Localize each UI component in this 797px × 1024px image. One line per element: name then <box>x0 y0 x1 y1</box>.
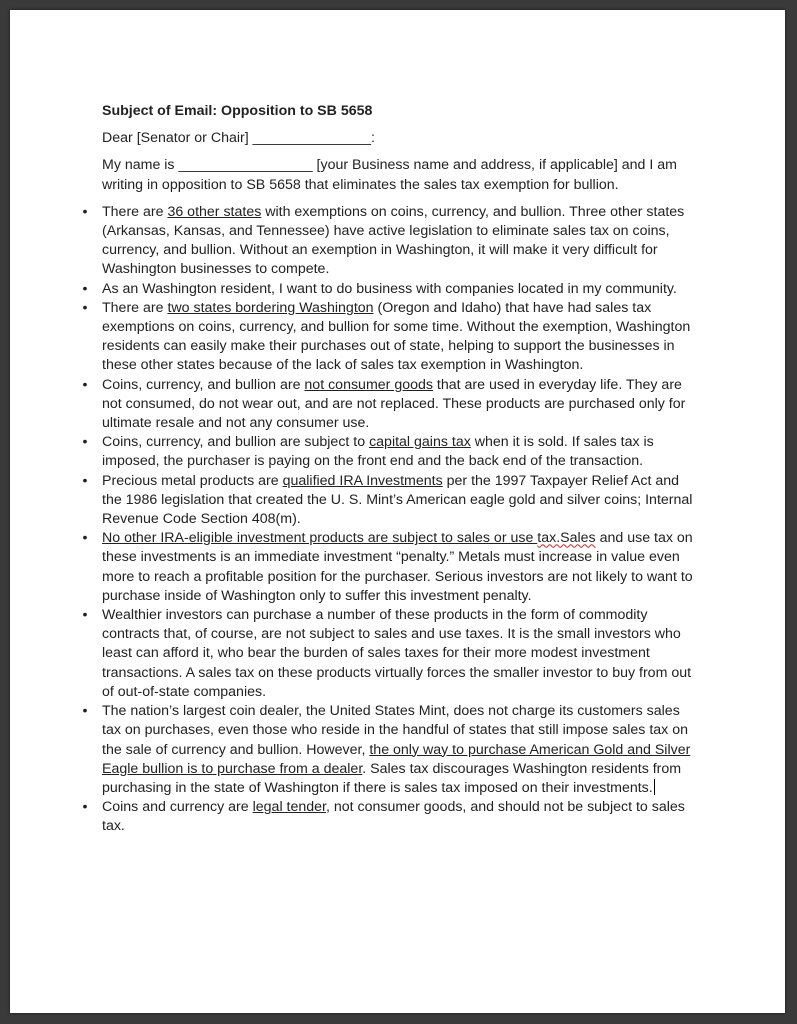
bullet-marker: • <box>82 472 88 489</box>
underlined-emphasis: No other IRA-eligible investment products are subject to sales or use <box>102 530 538 547</box>
bullet-text: , not consumer goods, and should not be subject to sales tax. <box>102 799 685 835</box>
bullet-text: Coins and currency are <box>102 799 253 816</box>
bullet-marker: • <box>82 703 88 720</box>
spellcheck-flagged-word[interactable]: tax.Sales <box>537 530 596 547</box>
list-item <box>82 472 702 530</box>
bullet-marker: • <box>82 376 88 393</box>
underlined-emphasis: the only way to purchase American Gold and Silver Eagle bullion is to purchase from a dealer <box>102 741 691 777</box>
list-item <box>82 280 702 299</box>
list-item <box>82 798 702 836</box>
bullet-marker: • <box>82 607 88 624</box>
bullet-text: . Sales tax discourages Washington residents from purchasing in the state of Washington if there is sales tax imposed on their investments. <box>102 760 682 796</box>
list-item <box>82 702 702 798</box>
bullet-text: when it is sold. If sales tax is imposed, the purchaser is paying on the front end and the back end of the transaction. <box>102 434 654 470</box>
underlined-emphasis: capital gains tax <box>369 434 471 451</box>
bullet-text: Wealthier investors can purchase a number of these products in the form of commodity contracts that, of course, are not subject to sales and use taxes. It is the small investors who least can afford it, who bear the burden of sales taxes for their more modest investment transactions. A sales tax on these products virtually forces the smaller investor to buy from out of out-of-state companies. <box>102 607 692 700</box>
bullet-marker: • <box>82 434 88 451</box>
bullet-text: per the 1997 Taxpayer Relief Act and the 1986 legislation that created the U. S. Mint’s American eagle gold and silver coins; Internal Revenue Code Section 408(m). <box>102 472 693 528</box>
argument-list <box>82 203 702 837</box>
document-page <box>10 10 785 1013</box>
list-item <box>82 529 702 606</box>
underlined-emphasis: legal tender <box>252 799 326 816</box>
bullet-text: The nation’s largest coin dealer, the United States Mint, does not charge its customers sales tax on purchases, even those who reside in the handful of states that still impose sales tax on the sale of currency and bullion. However, <box>102 703 688 758</box>
list-item <box>82 203 702 280</box>
bullet-text: Coins, currency, and bullion are <box>102 376 305 393</box>
bullet-text: (Oregon and Idaho) that have had sales tax exemptions on coins, currency, and bullion for some time. Without the exemption, Washington residents can easily make their purchases out of state, helping to support the businesses in these other states because of the lack of sales tax exemption in Washington. <box>102 299 691 374</box>
bullet-marker: • <box>82 799 88 816</box>
email-subject: Subject of Email: Opposition to SB 5658 <box>102 103 373 119</box>
underlined-emphasis: not consumer goods <box>304 376 433 393</box>
list-item <box>82 376 702 434</box>
intro-paragraph: My name is _________________ [your Business name and address, if applicable] and I am writing in opposition to SB 5658 that eliminates the sales tax exemption for bullion. <box>102 157 677 193</box>
bullet-text: There are <box>102 203 168 220</box>
bullet-text: Precious metal products are <box>102 472 283 489</box>
email-template-body[interactable] <box>82 102 702 837</box>
bullet-text: Coins, currency, and bullion are subject to <box>102 434 370 451</box>
salutation: Dear [Senator or Chair] _______________: <box>102 130 375 147</box>
bullet-text: and use tax on these investments is an immediate investment “penalty.” Metals must increase in value even more to reach a profitable position for the purchaser. Serious investors are not likely to want to purchase inside of Washington only to suffer this investment penalty. <box>102 530 693 604</box>
underlined-emphasis: qualified IRA Investments <box>282 472 443 489</box>
bullet-marker: • <box>82 280 88 297</box>
text-cursor <box>654 779 655 795</box>
underlined-emphasis: 36 other states <box>167 203 262 220</box>
bullet-text: There are <box>102 299 168 316</box>
bullet-text: that are used in everyday life. They are not consumed, do not wear out, and are not replaced. These products are purchased only for ultimate resale and not any consumer use. <box>102 376 686 432</box>
bullet-marker: • <box>82 203 88 220</box>
list-item <box>82 606 702 702</box>
bullet-marker: • <box>82 530 88 547</box>
bullet-marker: • <box>82 299 88 316</box>
bullet-text: with exemptions on coins, currency, and bullion. Three other states (Arkansas, Kansas, and Tennessee) have active legislation to eliminate sales tax on coins, currency, and bullion. Without an exemption in Washington, it will make it very difficult for Washington businesses to compete. <box>102 203 685 278</box>
underlined-emphasis: two states bordering Washington <box>167 299 374 316</box>
list-item <box>82 433 702 471</box>
bullet-text: As an Washington resident, I want to do business with companies located in my community. <box>102 280 677 297</box>
list-item <box>82 299 702 376</box>
